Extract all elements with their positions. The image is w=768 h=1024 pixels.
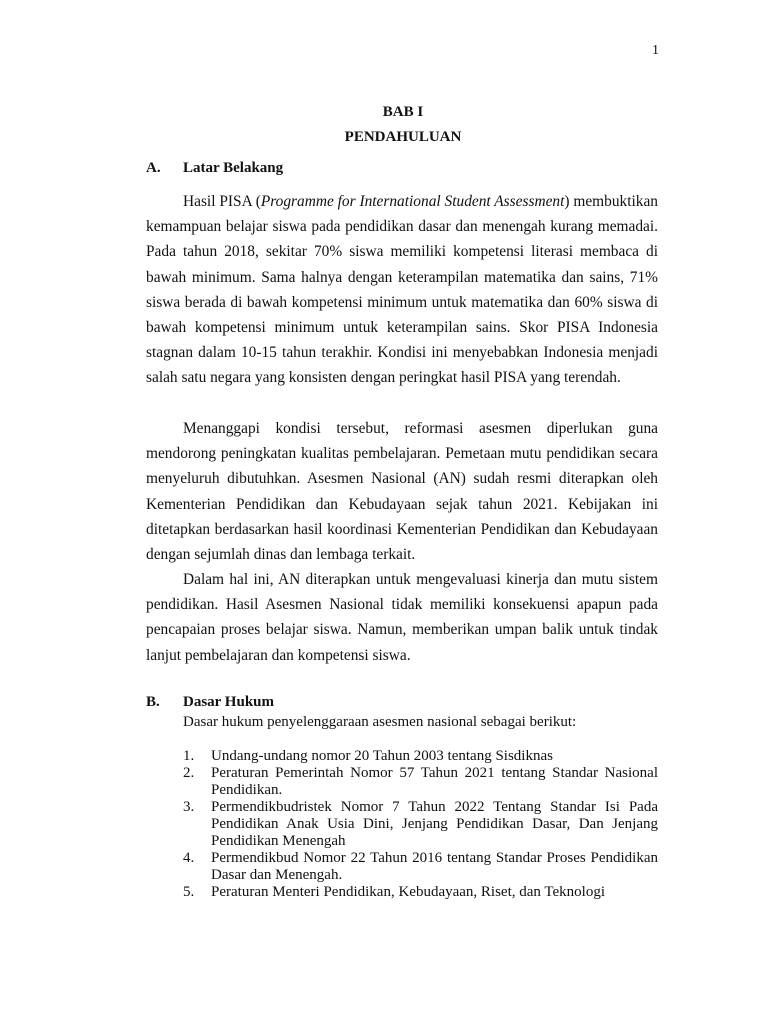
- paragraph-pisa-italic-term: Programme for International Student Assessment: [260, 193, 565, 210]
- section-a-letter: A.: [146, 160, 161, 176]
- list-item: [183, 884, 658, 901]
- chapter-title: PENDAHULUAN: [344, 129, 462, 145]
- list-item-text: Permendikbud Nomor 22 Tahun 2016 tentang Standar Proses Pendidikan Dasar dan Menengah.: [211, 850, 658, 883]
- list-item-text: Permendikbudristek Nomor 7 Tahun 2022 Tentang Standar Isi Pada Pendidikan Anak Usia Dini, Jenjang Pendidikan Dasar, Dan Jenjang Pendidikan Menengah: [211, 799, 658, 849]
- list-item: [183, 850, 658, 884]
- section-b-intro: Dasar hukum penyelenggaraan asesmen nasional sebagai berikut:: [183, 714, 577, 730]
- list-item: [183, 748, 658, 765]
- list-item-number: 3.: [183, 799, 195, 815]
- paragraph-an-purpose: Dalam hal ini, AN diterapkan untuk mengevaluasi kinerja dan mutu sistem pendidikan. Hasil Asesmen Nasional tidak memiliki konsekuensi apapun pada pencapaian proses belajar siswa. Namun, memberikan umpan balik untuk tindak lanjut pembelajaran dan kompetensi siswa.: [146, 571, 658, 664]
- section-a-title: Latar Belakang: [183, 160, 284, 176]
- list-item-number: 2.: [183, 765, 195, 781]
- section-b-title: Dasar Hukum: [183, 694, 274, 710]
- list-item-number: 4.: [183, 850, 195, 866]
- list-item-text: Undang-undang nomor 20 Tahun 2003 tentang Sisdiknas: [211, 748, 553, 764]
- chapter-number: BAB I: [382, 104, 424, 120]
- page-number: 1: [652, 43, 659, 58]
- paragraph-reform: Menanggapi kondisi tersebut, reformasi asesmen diperlukan guna mendorong peningkatan kualitas pembelajaran. Pemetaan mutu pendidikan secara menyeluruh dibutuhkan. Asesmen Nasional (AN) sudah resmi diterapkan oleh Kementerian Pendidikan dan Kebudayaan sejak tahun 2021. Kebijakan ini ditetapkan berdasarkan hasil koordinasi Kementerian Pendidikan dan Kebudayaan dengan sejumlah dinas dan lembaga terkait.: [146, 420, 658, 564]
- list-item: [183, 765, 658, 799]
- paragraph-pisa: [146, 189, 658, 391]
- list-item-number: 5.: [183, 884, 195, 900]
- list-item-number: 1.: [183, 748, 195, 764]
- list-item-text: Peraturan Pemerintah Nomor 57 Tahun 2021 tentang Standar Nasional Pendidikan.: [211, 765, 658, 798]
- paragraph-pisa-intro: Hasil PISA (: [183, 193, 261, 210]
- list-item: [183, 799, 658, 849]
- section-b-letter: B.: [146, 694, 160, 710]
- list-item-text: Peraturan Menteri Pendidikan, Kebudayaan, Riset, dan Teknologi: [211, 884, 605, 900]
- paragraph-pisa-body: ) membuktikan kemampuan belajar siswa pada pendidikan dasar dan menengah kurang memadai. Pada tahun 2018, sekitar 70% siswa memiliki kompetensi literasi membaca di bawah minimum. Sama halnya dengan keterampilan matematika dan sains, 71% siswa berada di bawah kompetensi minimum untuk matematika dan 60% siswa di bawah kompetensi minimum untuk keterampilan sains. Skor PISA Indonesia stagnan dalam 10-15 tahun terakhir. Kondisi ini menyebabkan Indonesia menjadi salah satu negara yang konsisten dengan peringkat hasil PISA yang terendah.: [146, 193, 658, 387]
